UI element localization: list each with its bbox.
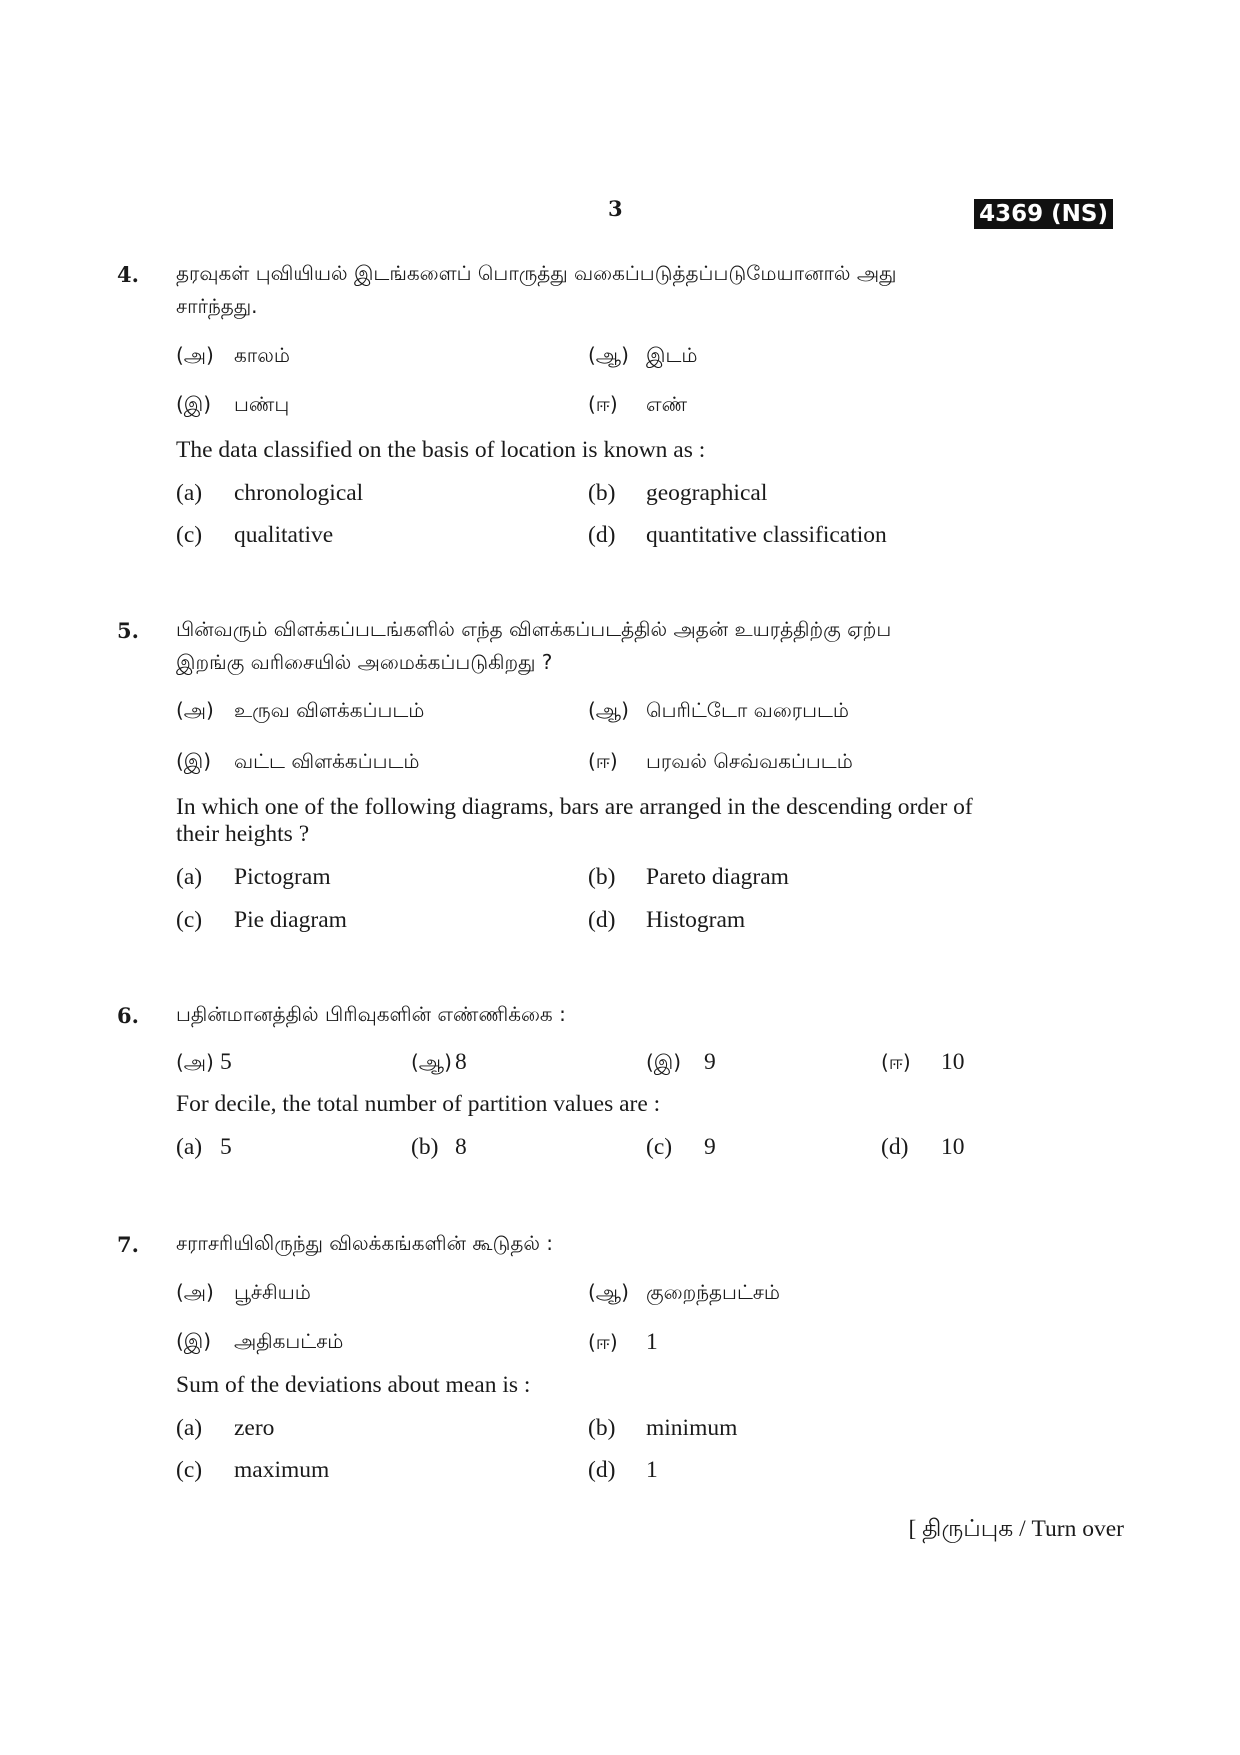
option-text: 9 [704, 1049, 716, 1075]
paper-code-badge: 4369 (NS) [974, 199, 1113, 229]
option-text: 9 [704, 1134, 716, 1160]
option-label: (b) [411, 1134, 439, 1160]
option-text: பெரிட்டோ வரைபடம் [646, 698, 849, 722]
option-label: (d) [588, 1457, 616, 1483]
option-label: (c) [646, 1134, 673, 1160]
option-label: (a) [176, 864, 203, 890]
option-label: (a) [176, 1134, 203, 1160]
option-label: (அ) [176, 698, 214, 722]
tamil-stem-line-2: இறங்கு வரிசையில் அமைக்கப்படுகிறது ? [176, 650, 553, 674]
tamil-stem: பதின்மானத்தில் பிரிவுகளின் எண்ணிக்கை : [176, 1002, 566, 1026]
question-number: 4. [117, 262, 139, 287]
option-text: quantitative classification [646, 522, 887, 548]
option-label: (d) [588, 522, 616, 548]
question-number: 5. [117, 618, 139, 643]
option-label: (ஈ) [588, 1330, 618, 1354]
option-label: (இ) [646, 1050, 682, 1074]
question-number: 7. [117, 1232, 139, 1257]
option-text: குறைந்தபட்சம் [646, 1280, 781, 1304]
option-text: அதிகபட்சம் [234, 1329, 344, 1353]
option-label: (d) [588, 907, 616, 933]
tamil-option-c [176, 392, 289, 419]
option-text: வட்ட விளக்கப்படம் [234, 749, 420, 773]
option-label: (இ) [176, 1329, 212, 1353]
option-label: (ஆ) [588, 698, 629, 722]
option-text: இடம் [646, 343, 698, 367]
option-text: 8 [455, 1134, 467, 1160]
english-stem: Sum of the deviations about mean is : [176, 1372, 531, 1398]
option-text: qualitative [234, 522, 334, 548]
english-option-d [588, 907, 745, 934]
page-number: 3 [608, 196, 623, 221]
english-option-c [176, 522, 333, 549]
option-text: geographical [646, 480, 768, 506]
option-text: Pictogram [234, 864, 331, 890]
option-text: maximum [234, 1457, 330, 1483]
option-label: (b) [588, 864, 616, 890]
tamil-option-d [881, 1049, 965, 1077]
english-stem: For decile, the total number of partition values are : [176, 1091, 661, 1117]
option-label: (ஈ) [588, 749, 618, 773]
option-text: எண் [646, 392, 688, 416]
tamil-option-c [176, 749, 420, 776]
option-label: (ஆ) [411, 1050, 452, 1074]
english-stem-line-2: their heights ? [176, 821, 310, 847]
option-text: 5 [220, 1049, 232, 1075]
tamil-option-a [176, 1280, 311, 1307]
tamil-option-d [588, 1329, 658, 1357]
english-option-a [176, 480, 363, 507]
english-option-a [176, 1415, 274, 1442]
option-label: (b) [588, 1415, 616, 1441]
option-text: 8 [455, 1049, 467, 1075]
english-option-d [588, 1457, 658, 1484]
tamil-option-a [176, 343, 290, 370]
option-text: 5 [220, 1134, 232, 1160]
tamil-stem-line-1: தரவுகள் புவியியல் இடங்களைப் பொருத்து வகைப்படுத்தப்படுமேயானால் அது [176, 261, 897, 285]
option-text: 10 [941, 1134, 965, 1160]
english-option-d [881, 1134, 965, 1161]
tamil-stem-line-1: பின்வரும் விளக்கப்படங்களில் எந்த விளக்கப்படத்தில் அதன் உயரத்திற்கு ஏற்ப [176, 617, 892, 641]
tamil-option-d [588, 749, 853, 776]
option-text: zero [234, 1415, 275, 1441]
option-label: (ஈ) [881, 1050, 911, 1074]
option-text: பரவல் செவ்வகப்படம் [646, 749, 853, 773]
english-option-c [176, 907, 347, 934]
option-label: (c) [176, 907, 203, 933]
english-option-d [588, 522, 887, 549]
option-label: (அ) [176, 1050, 214, 1074]
option-label: (d) [881, 1134, 909, 1160]
option-label: (அ) [176, 343, 214, 367]
option-label: (ஆ) [588, 1280, 629, 1304]
option-text: உருவ விளக்கப்படம் [234, 698, 425, 722]
tamil-option-d [588, 392, 687, 419]
turn-over-note: [ திருப்புக / Turn over [908, 1516, 1124, 1542]
option-label: (அ) [176, 1280, 214, 1304]
option-text: minimum [646, 1415, 738, 1441]
option-label: (a) [176, 480, 203, 506]
option-label: (c) [176, 1457, 203, 1483]
option-label: (இ) [176, 392, 212, 416]
english-option-b [411, 1134, 467, 1161]
tamil-option-b [588, 343, 697, 370]
option-text: 1 [646, 1329, 658, 1355]
option-label: (c) [176, 522, 203, 548]
english-option-b [588, 1415, 737, 1442]
option-text: பூச்சியம் [234, 1280, 311, 1304]
tamil-option-b [588, 698, 849, 725]
tamil-stem-line-2: சார்ந்தது. [176, 294, 258, 318]
tamil-option-b [588, 1280, 780, 1307]
option-text: Pie diagram [234, 907, 347, 933]
option-text: Pareto diagram [646, 864, 789, 890]
english-stem-line-1: In which one of the following diagrams, bars are arranged in the descending order of [176, 794, 973, 820]
option-label: (ஆ) [588, 343, 629, 367]
option-text: பண்பு [234, 392, 290, 416]
english-option-a [176, 1134, 232, 1161]
question-number: 6. [117, 1003, 139, 1028]
tamil-option-a [176, 698, 424, 725]
english-option-b [588, 864, 789, 891]
option-label: (a) [176, 1415, 203, 1441]
option-text: 1 [646, 1457, 658, 1483]
option-label: (b) [588, 480, 616, 506]
english-option-c [176, 1457, 329, 1484]
option-text: 10 [941, 1049, 965, 1075]
option-label: (இ) [176, 749, 212, 773]
tamil-stem: சராசரியிலிருந்து விலக்கங்களின் கூடுதல் : [176, 1231, 554, 1255]
english-option-b [588, 480, 767, 507]
option-text: காலம் [234, 343, 290, 367]
option-text: chronological [234, 480, 364, 506]
tamil-option-c [646, 1049, 716, 1077]
english-stem: The data classified on the basis of location is known as : [176, 437, 706, 463]
tamil-option-a [176, 1049, 232, 1077]
english-option-c [646, 1134, 716, 1161]
tamil-option-c [176, 1329, 343, 1356]
tamil-option-b [411, 1049, 467, 1077]
option-text: Histogram [646, 907, 746, 933]
option-label: (ஈ) [588, 392, 618, 416]
english-option-a [176, 864, 331, 891]
